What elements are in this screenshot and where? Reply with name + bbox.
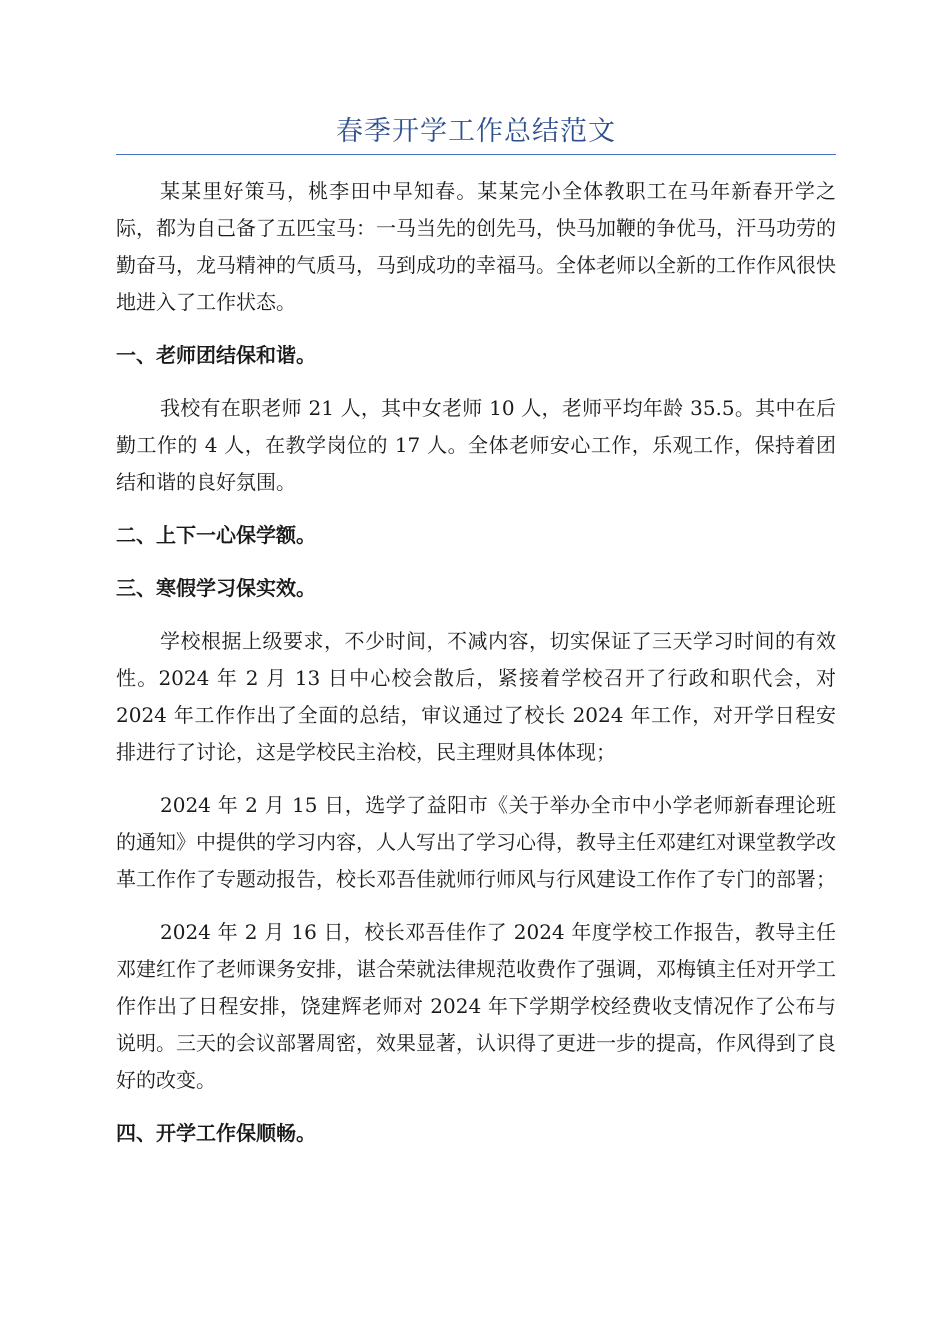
paragraph-feb15: 2024 年 2 月 15 日，选学了益阳市《关于举办全市中小学老师新春理论班的通知》中提供的学习内容，人人写出了学习心得，教导主任邓建红对课堂教学改革工作作了专题动报告，校长邓吾佳就师行师风与行风建设工作作了专门的部署； [116, 793, 836, 891]
paragraph-staff: 我校有在职老师 21 人，其中女老师 10 人，老师平均年龄 35.5。其中在后勤工作的 4 人，在教学岗位的 17 人。全体老师安心工作，乐观工作，保持着团结和谐的良好氛围。 [116, 396, 836, 494]
paragraph-feb16: 2024 年 2 月 16 日，校长邓吾佳作了 2024 年度学校工作报告，教导主任邓建红作了老师课务安排，谌合荣就法律规范收费作了强调，邓梅镇主任对开学工作作出了日程安排，饶建辉老师对 2024 年下学期学校经费收支情况作了公布与说明。三天的会议部署周密，效果显著，认识得了更进一步的提高，作风得到了良好的改变。 [116, 920, 836, 1092]
paragraph-intro: 某某里好策马，桃李田中早知春。某某完小全体教职工在马年新春开学之际，都为自己备了五匹宝马：一马当先的创先马，快马加鞭的争优马，汗马功劳的勤奋马，龙马精神的气质马，马到成功的幸福马。全体老师以全新的工作作风很快地进入了工作状态。 [116, 179, 836, 314]
section-heading-3: 三、寒假学习保实效。 [116, 576, 316, 600]
section-heading-2: 二、上下一心保学额。 [116, 523, 316, 547]
title-underline [116, 154, 836, 155]
document-page [116, 112, 836, 1168]
section-heading-1: 一、老师团结保和谐。 [116, 343, 316, 367]
section-heading-4: 四、开学工作保顺畅。 [116, 1121, 316, 1145]
document-title: 春季开学工作总结范文 [336, 116, 616, 147]
paragraph-study: 学校根据上级要求，不少时间，不减内容，切实保证了三天学习时间的有效性。2024 年 2 月 13 日中心校会散后，紧接着学校召开了行政和职代会，对 2024 年工作作出了全面的总结，审议通过了校长 2024 年工作，对开学日程安排进行了讨论，这是学校民主治校，民主理财具体体现； [116, 629, 836, 764]
